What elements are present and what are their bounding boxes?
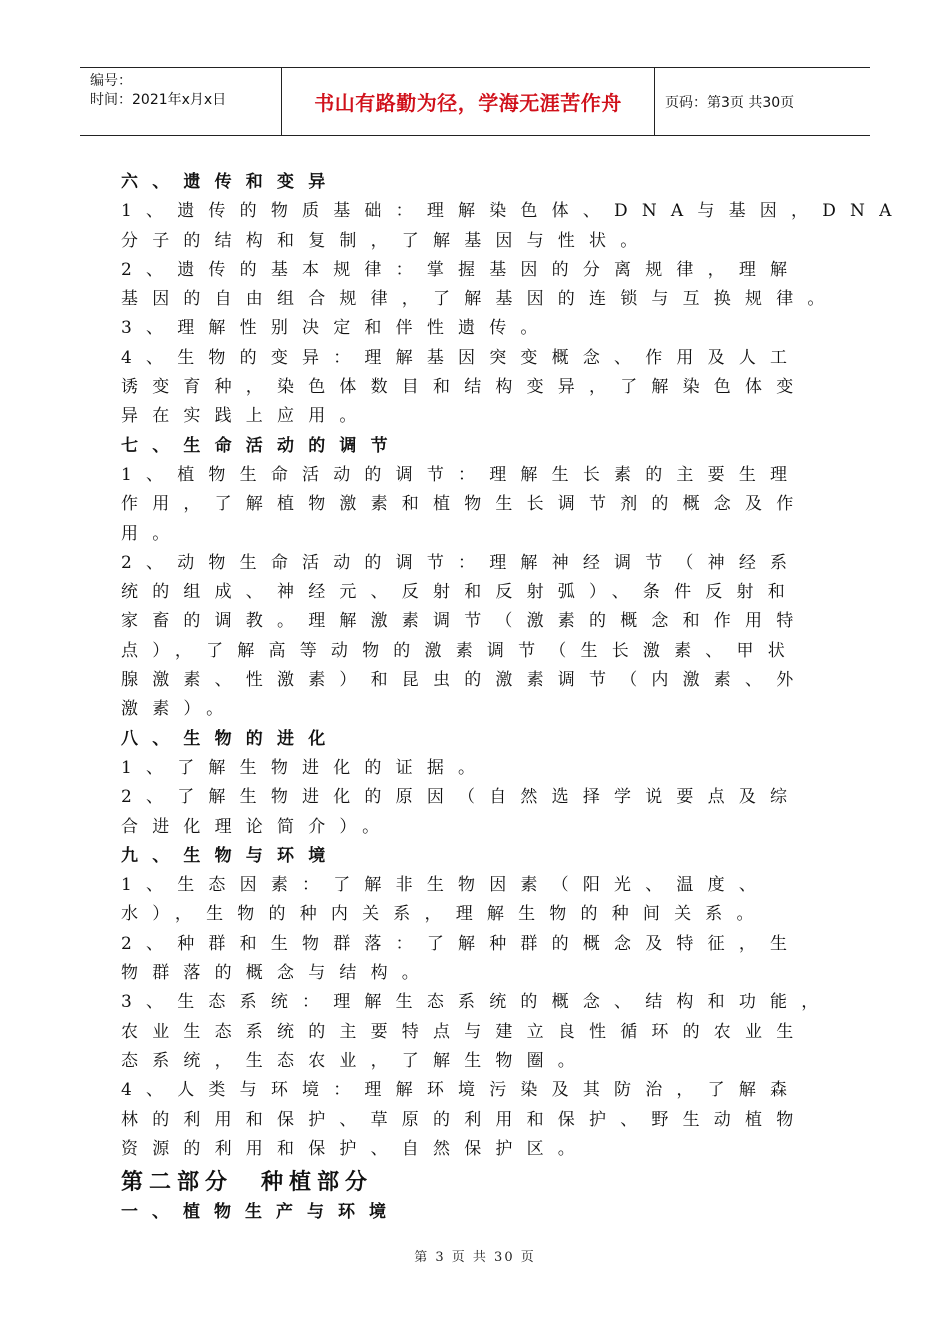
- text-line: 2、遗传的基本规律：掌握基因的分离规律，理解: [121, 259, 802, 280]
- text-line: 统的组成、神经元、反射和反射弧）、条件反射和: [121, 582, 799, 603]
- text-line: 1、了解生物进化的证据。: [121, 757, 490, 778]
- part-title-name: 种植部分: [261, 1170, 374, 1196]
- section-heading: 九、生物与环境: [121, 845, 340, 866]
- document-number-label: 编号：: [90, 73, 132, 89]
- text-line: 异在实践上应用。: [121, 406, 371, 427]
- text-line: 水），生物的种内关系，理解生物的种间关系。: [121, 904, 768, 925]
- text-line: 家畜的调教。理解激素调节（激素的概念和作用特: [121, 611, 808, 632]
- header-page-info: 页码：第3页 共30页: [665, 94, 795, 111]
- text-line: 1、遗传的物质基础：理解染色体、DNA与基因，DNA: [121, 201, 906, 222]
- text-line: 基因的自由组合规律，了解基因的连锁与互换规律。: [121, 289, 839, 310]
- text-line: 1、生态因素：了解非生物因素（阳光、温度、: [121, 875, 771, 896]
- page-header: [80, 67, 870, 136]
- document-date-label: 时间：2021年x月x日: [90, 92, 227, 108]
- section-heading: 一、植物生产与环境: [121, 1202, 400, 1223]
- section-heading: 八、生物的进化: [121, 728, 340, 749]
- text-line: 诱变育种，染色体数目和结构变异，了解染色体变: [121, 377, 808, 398]
- text-line: 作用，了解植物激素和植物生长调节剂的概念及作: [121, 494, 808, 515]
- text-line: 点），了解高等动物的激素调节（生长激素、甲状: [121, 640, 799, 661]
- paragraph-lines: [121, 168, 906, 1164]
- text-line: 资源的利用和保护、自然保护区。: [121, 1138, 589, 1159]
- text-line: 4、生物的变异：理解基因突变概念、作用及人工: [121, 347, 802, 368]
- part-title: [121, 1168, 841, 1198]
- text-line: 合进化理论简介）。: [121, 816, 394, 837]
- text-line: 3、理解性别决定和伴性遗传。: [121, 318, 552, 339]
- text-line: 激素）。: [121, 699, 238, 720]
- text-line: 3、生态系统：理解生态系统的概念、结构和功能，: [121, 992, 833, 1013]
- text-line: 2、动物生命活动的调节：理解神经调节（神经系: [121, 552, 802, 573]
- header-motto: 书山有路勤为径，学海无涯苦作舟: [282, 68, 655, 135]
- header-meta-cell: [80, 68, 282, 135]
- text-line: 物群落的概念与结构。: [121, 963, 433, 984]
- text-line: 林的利用和保护、草原的利用和保护、野生动植物: [121, 1109, 808, 1130]
- text-line: 1、植物生命活动的调节：理解生长素的主要生理: [121, 464, 802, 485]
- text-line: 分子的结构和复制，了解基因与性状。: [121, 230, 652, 251]
- text-line: 农业生态系统的主要特点与建立良性循环的农业生: [121, 1021, 808, 1042]
- part-title-number: 第二部分: [121, 1170, 234, 1196]
- document-body: [121, 168, 906, 1227]
- text-line: 4、人类与环境：理解环境污染及其防治，了解森: [121, 1080, 802, 1101]
- text-line: 2、了解生物进化的原因（自然选择学说要点及综: [121, 787, 802, 808]
- section-heading: 七、生命活动的调节: [121, 435, 402, 456]
- text-line: 态系统，生态农业，了解生物圈。: [121, 1050, 589, 1071]
- text-line: 2、种群和生物群落：了解种群的概念及特征，生: [121, 933, 802, 954]
- page-footer: 第 3 页 共 30 页: [414, 1250, 536, 1265]
- section-heading: 六、遗传和变异: [121, 172, 340, 192]
- text-line: 腺激素、性激素）和昆虫的激素调节（内激素、外: [121, 670, 808, 691]
- text-line: 用。: [121, 523, 184, 544]
